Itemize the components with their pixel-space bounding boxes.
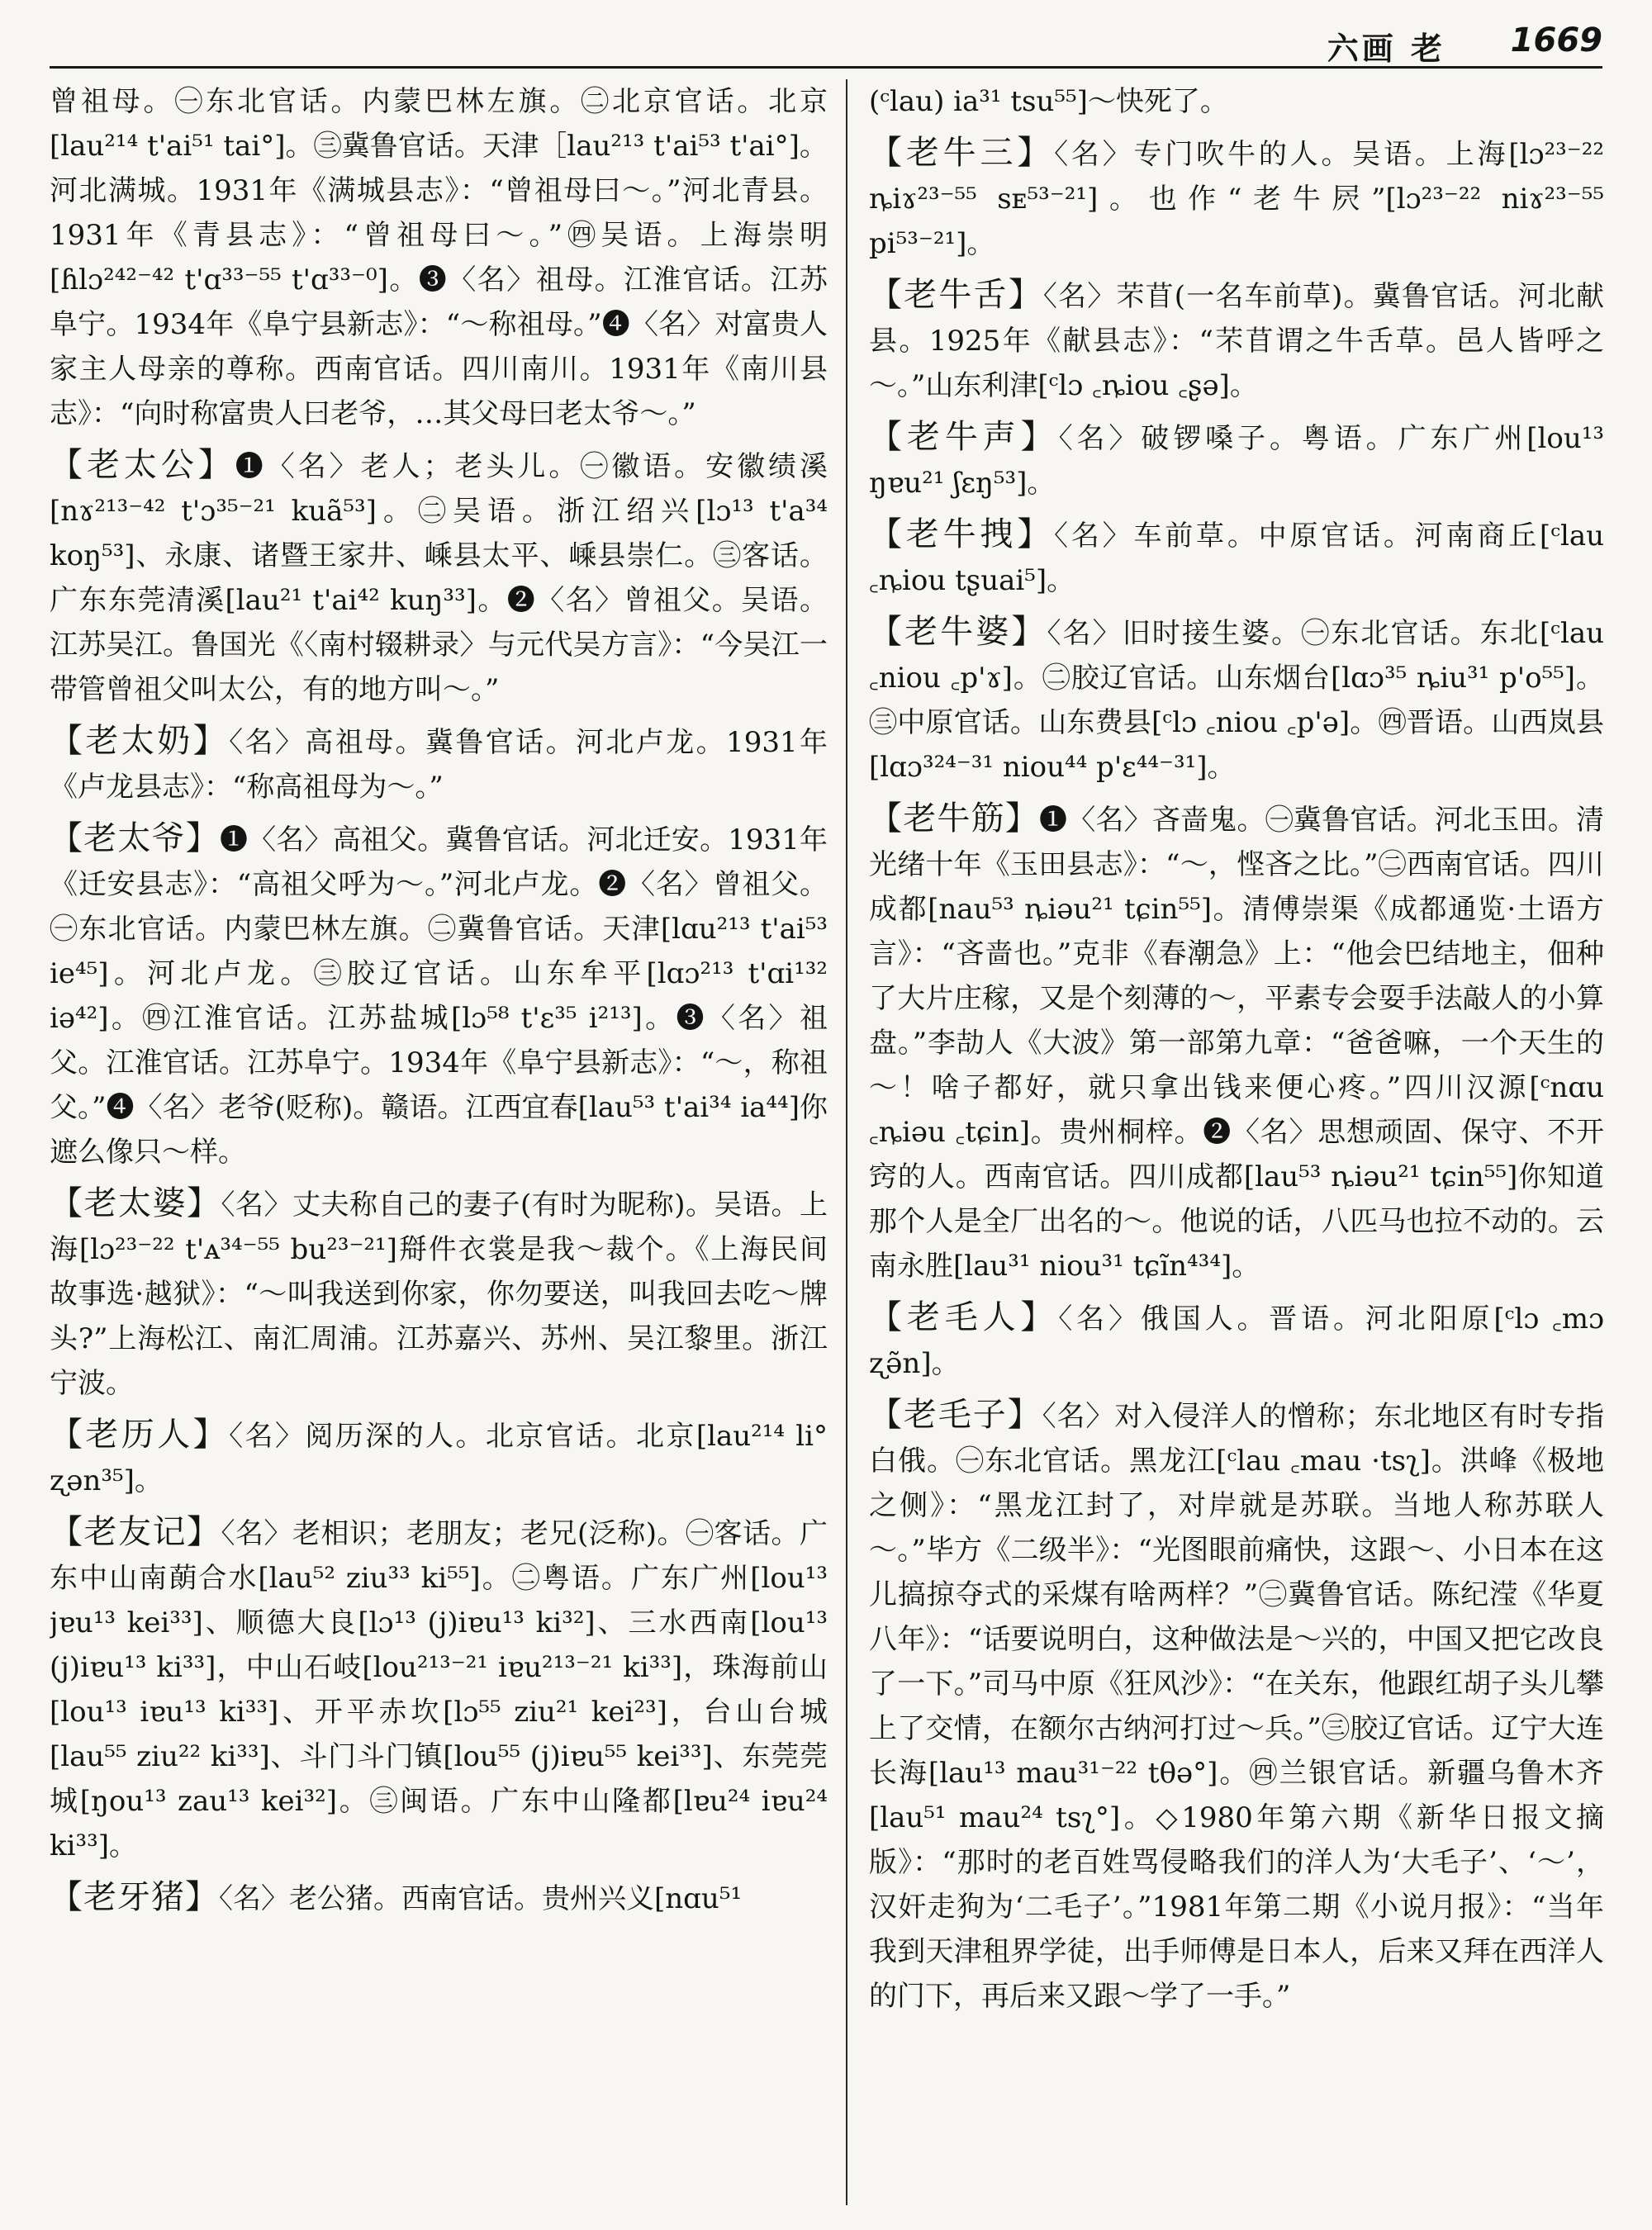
dictionary-entry <box>50 1510 828 1868</box>
dictionary-entry <box>869 1393 1604 2019</box>
entry-headword: 【老毛子】 <box>869 1396 1042 1434</box>
column-divider <box>846 79 847 2205</box>
entry-definition: ❶〈名〉老人；老头儿。㊀徽语。安徽绩溪[nɤ²¹³⁻⁴² t'ɔ³⁵⁻²¹ kuã⁵³]。㊁吴语。浙江绍兴[lɔ¹³ t'a³⁴ koŋ⁵³]、永康、诸暨王家井、嵊县太平、嵊县崇仁。㊂客话。广东东莞清溪[lau²¹ t'ai⁴² kuŋ³³]。❷〈名〉曾祖父。吴语。江苏吴江。鲁国光《〈南村辍耕录〉与元代吴方言》：“今吴江一带管曾祖父叫太公，有的地方叫～。” <box>50 450 828 706</box>
entry-headword: 【老太爷】 <box>50 819 220 857</box>
entry-definition: ❶〈名〉吝啬鬼。㊀冀鲁官话。河北玉田。清光绪十年《玉田县志》：“～，悭吝之比。”㊁西南官话。四川成都[nau⁵³ ȵiəu²¹ tɕin⁵⁵]。清傅崇渠《成都通览·土语方言》：“吝啬也。”克非《春潮急》上：“他会巴结地主，佃种了大片庄稼，又是个刻薄的～，平素专会耍手法敲人的小算盘。”李劼人《大波》第一部第九章：“爸爸嘛，一个天生的～！啥子都好，就只拿出钱来便心疼。”四川汉源[ᶜnɑu ꜀ȵiəu ꜀tɕin]。贵州桐梓。❷〈名〉思想顽固、保守、不开窍的人。西南官话。四川成都[lau⁵³ ȵiəu²¹ tɕin⁵⁵]你知道那个人是全厂出名的～。他说的话，八匹马也拉不动的。云南永胜[lau³¹ niou³¹ tɕĩn⁴³⁴]。 <box>869 804 1604 1283</box>
page-number: 1669 <box>1510 21 1602 59</box>
entry-headword: 【老牛三】 <box>869 134 1055 172</box>
entry-definition: 〈名〉丈夫称自己的妻子(有时为昵称)。吴语。上海[lɔ²³⁻²² t'ᴀ³⁴⁻⁵⁵ bu²³⁻²¹]搿件衣裳是我～裁个。《上海民间故事选·越狱》：“～叫我送到你家，你勿要送，叫我回去吃～牌头?”上海松江、南汇周浦。江苏嘉兴、苏州、吴江黎里。浙江宁波。 <box>50 1189 828 1400</box>
entry-definition: ❶〈名〉高祖父。冀鲁官话。河北迁安。1931年《迁安县志》：“高祖父呼为～。”河北卢龙。❷〈名〉曾祖父。㊀东北官话。内蒙巴林左旗。㊁冀鲁官话。天津[lɑu²¹³ t'ai⁵³ ie⁴⁵]。河北卢龙。㊂胶辽官话。山东牟平[lɑɔ²¹³ t'ɑi¹³² iə⁴²]。㊃江淮官话。江苏盐城[lɔ⁵⁸ t'ɛ³⁵ i²¹³]。❸〈名〉祖父。江淮官话。江苏阜宁。1934年《阜宁县新志》：“～，称祖父。”❹〈名〉老爷(贬称)。赣语。江西宜春[lau⁵³ t'ai³⁴ ia⁴⁴]你遮么像只～样。 <box>50 823 828 1169</box>
dictionary-entry <box>50 1875 828 1921</box>
entry-headword: 【老牙猪】 <box>50 1878 219 1916</box>
left-column <box>50 79 828 2205</box>
entry-headword: 【老牛婆】 <box>869 613 1047 651</box>
entry-headword: 【老牛声】 <box>869 418 1059 456</box>
entry-headword: 【老太奶】 <box>50 722 230 760</box>
continuation-text: (ᶜlau) ia³¹ tsu⁵⁵]～快死了。 <box>869 85 1228 118</box>
dictionary-entry <box>50 1412 828 1503</box>
dictionary-entry <box>50 719 828 809</box>
entry-definition: 〈名〉对入侵洋人的憎称；东北地区有时专指白俄。㊀东北官话。黑龙江[ᶜlau ꜀mau ·tsʅ]。洪峰《极地之侧》：“黑龙江封了，对岸就是苏联。当地人称苏联人～。”毕方《二级半》：“光图眼前痛快，这跟～、小日本在这儿搞掠夺式的采煤有啥两样？”㊁冀鲁官话。陈纪滢《华夏八年》：“话要说明白，这种做法是～兴的，中国又把它改良了一下。”司马中原《狂风沙》：“在关东，他跟红胡子头儿攀上了交情，在额尔古纳河打过～兵。”㊂胶辽官话。辽宁大连长海[lau¹³ mau³¹⁻²² tθə°]。㊃兰银官话。新疆乌鲁木齐[lau⁵¹ mau²⁴ tsʅ°]。◇1980年第六期《新华日报文摘版》：“那时的老百姓骂侵略我们的洋人为‘大毛子’、‘～’，汉奸走狗为‘二毛子’。”1981年第二期《小说月报》：“当年我到天津租界学徒，出手师傅是日本人，后来又拜在西洋人的门下，再后来又跟～学了一手。” <box>869 1400 1604 2013</box>
entry-definition: 〈名〉俄国人。晋语。河北阳原[ᶜlɔ ꜀mɔ ʐə̃n]。 <box>869 1302 1604 1380</box>
dictionary-entry <box>869 1295 1604 1386</box>
entry-definition: 〈名〉破锣嗓子。粤语。广东广州[lou¹³ ŋɐu²¹ ʃɛŋ⁵³]。 <box>869 422 1604 500</box>
dictionary-entry <box>50 816 828 1174</box>
entry-headword: 【老太公】 <box>50 446 235 484</box>
dictionary-entry <box>869 610 1604 790</box>
entry-definition: 〈名〉高祖母。冀鲁官话。河北卢龙。1931年《卢龙县志》：“称高祖母为～。” <box>50 726 828 804</box>
dictionary-entry <box>50 1181 828 1406</box>
entry-definition: 〈名〉芣苜(一名车前草)。冀鲁官话。河北献县。1925年《献县志》：“芣苜谓之牛舌草。邑人皆呼之～。”山东利津[ᶜlɔ ꜀ȵiou ꜀ʂə]。 <box>869 280 1604 402</box>
page-header <box>50 18 1602 69</box>
dictionary-entry <box>869 273 1604 408</box>
entry-headword: 【老牛舌】 <box>869 276 1043 314</box>
entry-headword: 【老友记】 <box>50 1513 221 1551</box>
dictionary-entry <box>50 443 828 712</box>
dictionary-entry <box>869 415 1604 505</box>
section-label: 六画 老 <box>1327 30 1446 67</box>
dictionary-entry <box>869 796 1604 1288</box>
entry-definition: 〈名〉旧时接生婆。㊀东北官话。东北[ᶜlau ꜀niou ꜀p'ɤ]。㊁胶辽官话。山东烟台[lɑɔ³⁵ ȵiu³¹ p'o⁵⁵]。㊂中原官话。山东费县[ᶜlɔ ꜀niou ꜀p'ə]。㊃晋语。山西岚县[lɑɔ³²⁴⁻³¹ niou⁴⁴ p'ɛ⁴⁴⁻³¹]。 <box>869 617 1604 784</box>
dictionary-entry <box>869 130 1604 266</box>
dictionary-entry <box>869 512 1604 603</box>
entry-definition: 〈名〉车前草。中原官话。河南商丘[ᶜlau ꜀ȵiou tʂuai⁵]。 <box>869 520 1604 597</box>
entry-definition: 〈名〉阅历深的人。北京官话。北京[lau²¹⁴ li° ʐən³⁵]。 <box>50 1420 828 1497</box>
entry-headword: 【老太婆】 <box>50 1184 221 1222</box>
continuation-text: 曾祖母。㊀东北官话。内蒙巴林左旗。㊁北京官话。北京[lau²¹⁴ t'ai⁵¹ tai°]。㊂冀鲁官话。天津［lau²¹³ t'ai⁵³ t'ai°]。河北满城。1931年《满城县志》：“曾祖母曰～。”河北青县。1931年《青县志》：“曾祖母曰～。”㊃吴语。上海崇明[ɦlɔ²⁴²⁻⁴² t'ɑ³³⁻⁵⁵ t'ɑ³³⁻⁰]。❸〈名〉祖母。江淮官话。江苏阜宁。1934年《阜宁县新志》：“～称祖母。”❹〈名〉对富贵人家主人母亲的尊称。西南官话。四川南川。1931年《南川县志》：“向时称富贵人曰老爷，…其父母曰老太爷～。” <box>50 85 828 430</box>
entry-headword: 【老牛拽】 <box>869 515 1055 553</box>
entry-definition: 〈名〉老相识；老朋友；老兄(泛称)。㊀客话。广东中山南蓢合水[lau⁵² ziu³³ ki⁵⁵]。㊁粤语。广东广州[lou¹³ jɐu¹³ kei³³]、顺德大良[lɔ¹³ (j)iɐu¹³ ki³²]、三水西南[lou¹³ (j)iɐu¹³ ki³³]，中山石岐[lou²¹³⁻²¹ iɐu²¹³⁻²¹ ki³³]，珠海前山[lou¹³ iɐu¹³ ki³³]、开平赤坎[lɔ⁵⁵ ziu²¹ kei²³]，台山台城[lau⁵⁵ ziu²² ki³³]、斗门斗门镇[lou⁵⁵ (j)iɐu⁵⁵ kei³³]、东莞莞城[ŋou¹³ zau¹³ kei³²]。㊂闽语。广东中山隆都[lɐu²⁴ iɐu²⁴ ki³³]。 <box>50 1517 828 1862</box>
entry-headword: 【老历人】 <box>50 1416 230 1454</box>
entry-headword: 【老毛人】 <box>869 1298 1059 1336</box>
entry-definition: 〈名〉专门吹牛的人。吴语。上海[lɔ²³⁻²² ȵiɤ²³⁻⁵⁵ sᴇ⁵³⁻²¹]。也作“老牛屄”[lɔ²³⁻²² niɤ²³⁻⁵⁵ pi⁵³⁻²¹]。 <box>869 138 1604 260</box>
right-column <box>869 79 1604 2205</box>
entry-definition: 〈名〉老公猪。西南官话。贵州兴义[nɑu⁵¹ <box>219 1882 743 1915</box>
entry-headword: 【老牛筋】 <box>869 799 1040 837</box>
